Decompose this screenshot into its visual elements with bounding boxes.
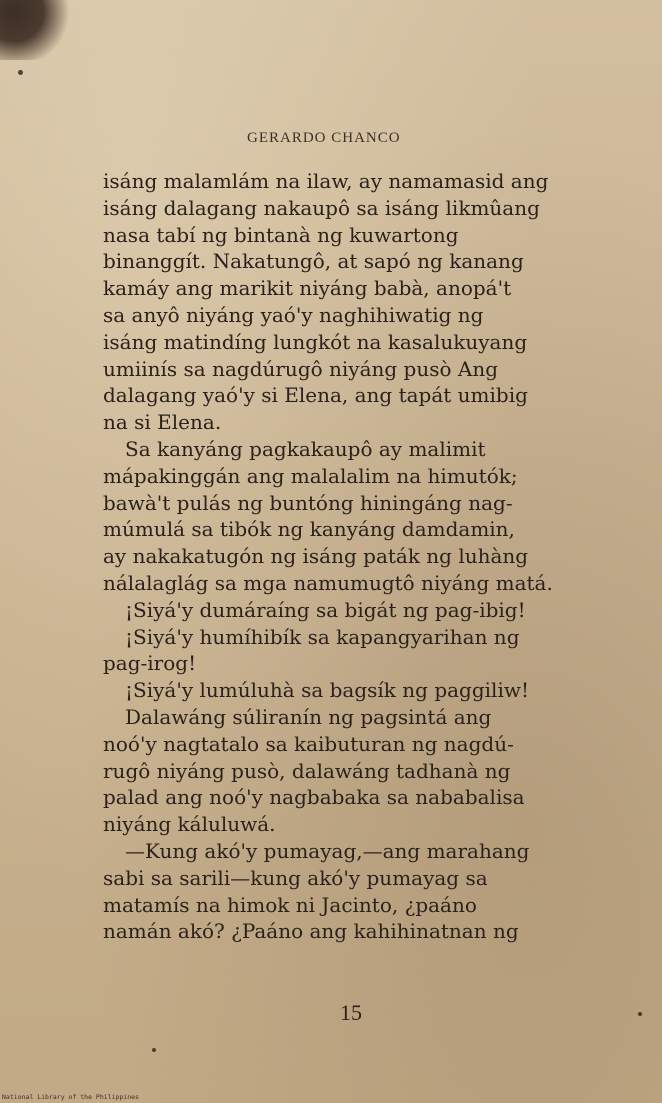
text-line: isáng matindíng lungkót na kasalukuyang — [103, 329, 528, 354]
text-line: Dalawáng súliranín ng pagsintá ang — [125, 704, 492, 729]
paper-speck — [18, 70, 23, 75]
text-line: pag-irog! — [103, 651, 197, 676]
text-line: ¡Siyá'y dumáraíng sa bigát ng pag-ibig! — [125, 597, 526, 622]
ink-stain — [0, 0, 70, 60]
text-line: ¡Siyá'y humíhibík sa kapangyarihan ng — [125, 624, 520, 649]
text-line: umiinís sa nagdúrugô niyáng pusò Ang — [103, 356, 499, 381]
paper-speck — [638, 1012, 642, 1016]
text-line: na si Elena. — [103, 410, 222, 435]
text-line: bawà't pulás ng buntóng hiningáng nag- — [103, 490, 513, 515]
page-number: 15 — [340, 1000, 362, 1025]
text-line: nálalaglág sa mga namumugtô niyáng matá. — [103, 570, 553, 595]
text-line: ay nakakatugón ng isáng paták ng luhàng — [103, 544, 529, 569]
text-line: —Kung akó'y pumayag,—ang marahang — [125, 838, 530, 863]
body-text — [103, 168, 565, 945]
text-line: isáng dalagang nakaupô sa isáng likmûang — [103, 195, 540, 220]
text-line: mápakinggán ang malalalim na himutók; — [103, 463, 518, 488]
footer-credit: National Library of the Philippines — [2, 1093, 139, 1101]
text-line: namán akó? ¿Paáno ang kahihinatnan ng — [103, 919, 519, 944]
text-line: isáng malamlám na ilaw, ay namamasid ang — [103, 169, 549, 193]
text-line: ¡Siyá'y lumúluhà sa bagsík ng paggiliw! — [125, 678, 530, 703]
text-line: sa anyô niyáng yaó'y naghihiwatig ng — [103, 302, 484, 327]
text-line: niyáng káluluwá. — [103, 812, 276, 837]
text-line: sabi sa sarili—kung akó'y pumayag sa — [103, 865, 488, 890]
paper-speck — [152, 1048, 156, 1052]
text-line: noó'y nagtatalo sa kaibuturan ng nagdú- — [103, 731, 514, 756]
text-line: dalagang yaó'y si Elena, ang tapát umibig — [103, 383, 528, 408]
text-line: kamáy ang marikit niyáng babà, anopá't — [103, 276, 512, 301]
text-line: palad ang noó'y nagbabaka sa nababalisa — [103, 785, 525, 810]
text-line: Sa kanyáng pagkakaupô ay malimit — [125, 436, 486, 461]
text-line: nasa tabí ng bintanà ng kuwartong — [103, 222, 459, 247]
running-head: GERARDO CHANCO — [247, 130, 401, 146]
text-line: rugô niyáng pusò, dalawáng tadhanà ng — [103, 758, 511, 783]
text-line: binanggít. Nakatungô, at sapó ng kanang — [103, 249, 524, 274]
text-line: matamís na himok ni Jacinto, ¿paáno — [103, 892, 477, 917]
text-line: múmulá sa tibók ng kanyáng damdamin, — [103, 517, 515, 542]
